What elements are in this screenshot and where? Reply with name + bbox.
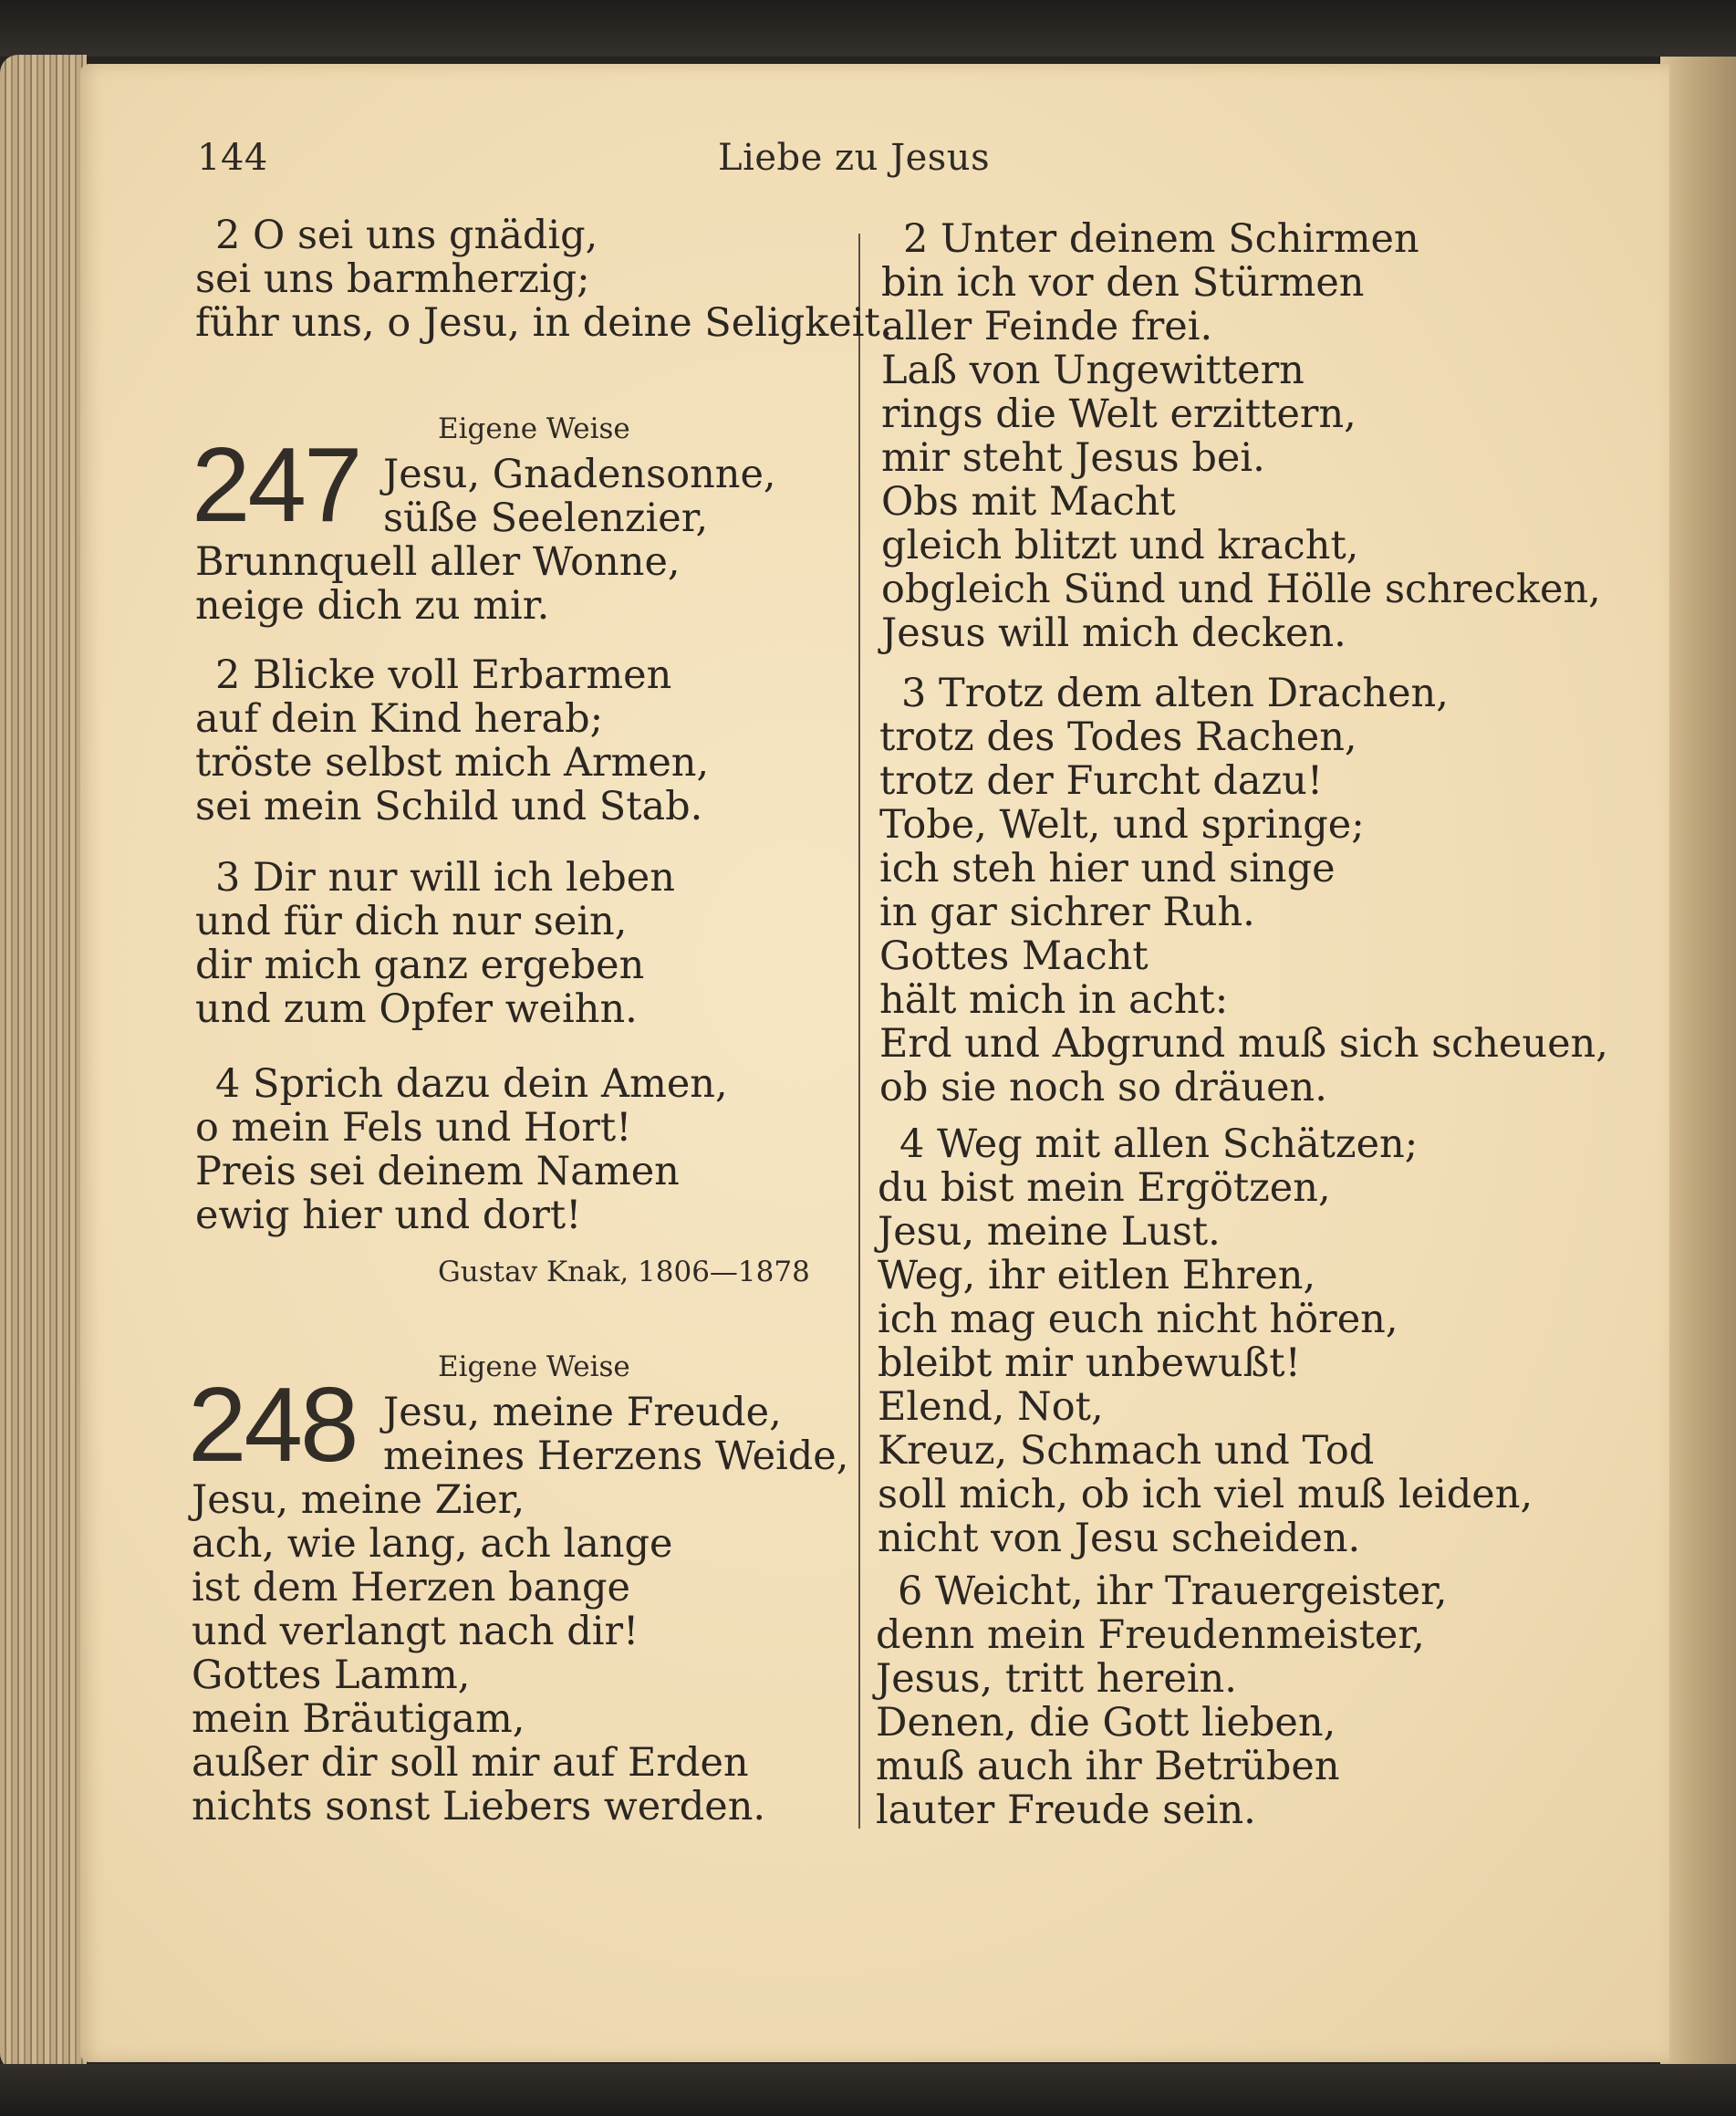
verse-line: Jesu, meine Lust. [878, 1209, 1221, 1255]
verse-line: und für dich nur sein, [195, 899, 628, 944]
verse-line: 2 Blicke voll Erbarmen [215, 652, 672, 698]
verse-line: Brunnquell aller Wonne, [195, 539, 681, 585]
hymn-number: 247 [192, 425, 360, 544]
verse-line: Elend, Not, [878, 1384, 1104, 1430]
column-divider [858, 234, 860, 1829]
verse-line: Erd und Abgrund muß sich scheuen, [879, 1021, 1608, 1067]
book-cover-top-edge [0, 0, 1736, 57]
book-cover-bottom-edge [0, 2064, 1736, 2116]
verse-line: mein Bräutigam, [192, 1696, 525, 1742]
verse-line: Preis sei deinem Namen [195, 1149, 680, 1194]
verse-line: auf dein Kind herab; [195, 696, 604, 742]
verse-line: trotz der Furcht dazu! [879, 758, 1324, 804]
verse-line: Jesus will mich decken. [881, 610, 1346, 656]
verse-line: ist dem Herzen bange [192, 1565, 630, 1610]
verse-line: in gar sichrer Ruh. [879, 890, 1255, 935]
verse-line: Tobe, Welt, und springe; [879, 802, 1365, 848]
verse-line: bleibt mir unbewußt! [878, 1340, 1301, 1386]
verse-line: neige dich zu mir. [195, 583, 550, 629]
verse-line: tröste selbst mich Armen, [195, 740, 710, 786]
verse-line: aller Feinde frei. [881, 304, 1213, 349]
verse-line: süße Seelenzier, [383, 495, 709, 541]
hymn-number: 248 [188, 1365, 357, 1484]
verse-line: sei mein Schild und Stab. [195, 784, 703, 829]
running-title: Liebe zu Jesus [718, 137, 991, 179]
hymn-author: Gustav Knak, 1806—1878 [438, 1256, 810, 1288]
verse-line: 3 Trotz dem alten Drachen, [901, 671, 1449, 716]
verse-line: trotz des Todes Rachen, [879, 714, 1357, 760]
verse-line: soll mich, ob ich viel muß leiden, [878, 1472, 1533, 1517]
verse-line: denn mein Freudenmeister, [876, 1612, 1425, 1658]
verse-line: mir steht Jesus bei. [881, 435, 1265, 481]
verse-line: Laß von Ungewittern [881, 348, 1305, 393]
verse-line: o mein Fels und Hort! [195, 1105, 632, 1151]
verse-line: du bist mein Ergötzen, [878, 1165, 1331, 1211]
verse-line: 2 O sei uns gnädig, [215, 213, 598, 258]
verse-line: Gottes Macht [879, 933, 1149, 979]
verse-line: lauter Freude sein. [876, 1788, 1256, 1833]
verse-line: ich steh hier und singe [879, 846, 1336, 891]
verse-line: dir mich ganz ergeben [195, 943, 645, 988]
verse-line: sei uns barmherzig; [195, 256, 590, 302]
verse-line: ach, wie lang, ach lange [192, 1521, 673, 1567]
verse-line: und zum Opfer weihn. [195, 986, 638, 1032]
verse-line: Denen, die Gott lieben, [876, 1700, 1336, 1746]
verse-line: außer dir soll mir auf Erden [192, 1740, 749, 1786]
verse-line: Kreuz, Schmach und Tod [878, 1428, 1375, 1474]
verse-line: 4 Weg mit allen Schätzen; [899, 1121, 1419, 1167]
verse-line: Jesus, tritt herein. [876, 1656, 1237, 1702]
verse-line: ich mag euch nicht hören, [878, 1297, 1398, 1342]
verse-line: ob sie noch so dräuen. [879, 1065, 1327, 1110]
verse-line: und verlangt nach dir! [192, 1609, 639, 1654]
verse-line: bin ich vor den Stürmen [881, 260, 1365, 306]
verse-line: ewig hier und dort! [195, 1193, 582, 1238]
melody-note: Eigene Weise [438, 1350, 630, 1383]
verse-line: rings die Welt erzittern, [881, 391, 1357, 437]
verse-line: nichts sonst Liebers werden. [192, 1784, 766, 1829]
verse-line: 4 Sprich dazu dein Amen, [215, 1061, 728, 1107]
verse-line: 3 Dir nur will ich leben [215, 855, 675, 901]
verse-line: Jesu, meine Freude, [383, 1390, 782, 1435]
verse-line: Jesu, Gnadensonne, [383, 452, 776, 497]
verse-line: meines Herzens Weide, [383, 1433, 849, 1479]
verse-line: obgleich Sünd und Hölle schrecken, [881, 567, 1601, 612]
verse-line: 2 Unter deinem Schirmen [903, 216, 1419, 262]
melody-note: Eigene Weise [438, 412, 630, 445]
book-gutter-right [1660, 57, 1736, 2064]
verse-line: muß auch ihr Betrüben [876, 1744, 1340, 1789]
page-number: 144 [197, 137, 268, 179]
verse-line: Obs mit Macht [881, 479, 1176, 525]
verse-line: Jesu, meine Zier, [192, 1477, 525, 1523]
verse-line: gleich blitzt und kracht, [881, 523, 1359, 568]
verse-line: 6 Weicht, ihr Trauergeister, [898, 1569, 1448, 1614]
verse-line: Weg, ihr eitlen Ehren, [878, 1253, 1316, 1298]
page-edges-left [0, 55, 87, 2071]
verse-line: nicht von Jesu scheiden. [878, 1516, 1361, 1561]
verse-line: führ uns, o Jesu, in deine Seligkeit. [195, 300, 893, 346]
verse-line: Gottes Lamm, [192, 1652, 471, 1698]
verse-line: hält mich in acht: [879, 977, 1229, 1023]
